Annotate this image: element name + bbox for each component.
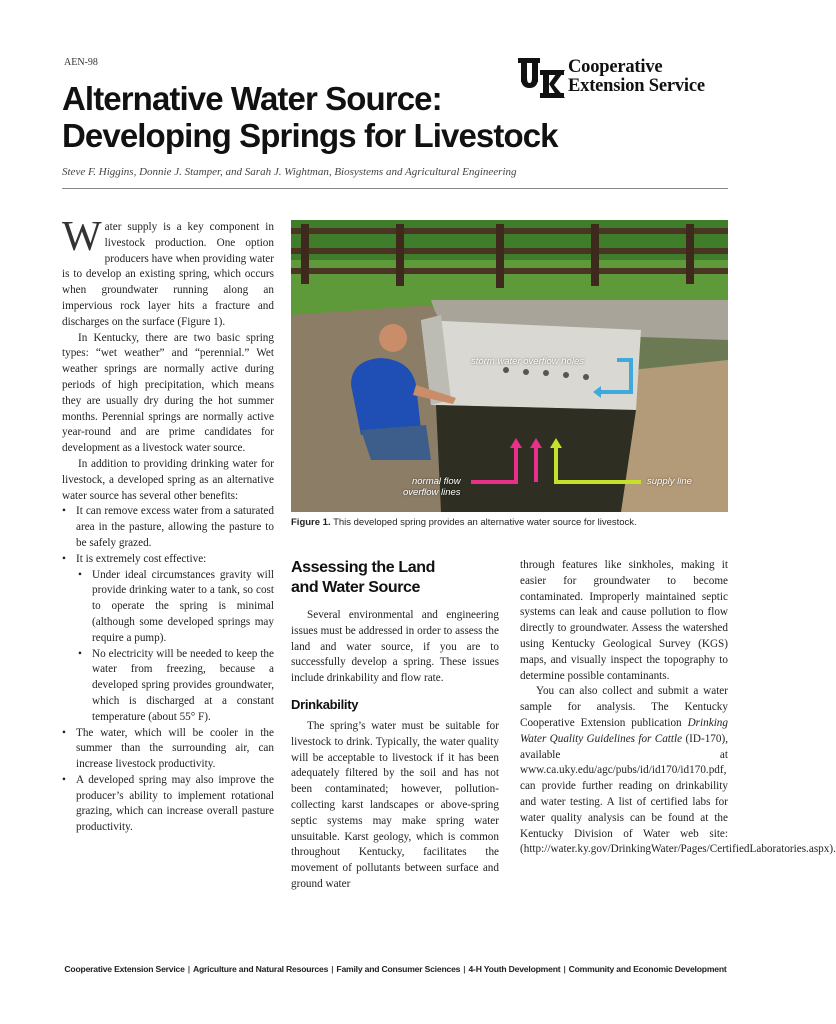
footer-separator: |	[463, 964, 466, 974]
footer-item: Family and Consumer Sciences	[336, 964, 461, 974]
label-supply-line: supply line	[647, 476, 692, 487]
benefits-list	[62, 504, 274, 836]
title-line-2: Developing Springs for Livestock	[62, 117, 558, 154]
water-sample-text-start: You can also collect and submit a water sample for analysis. The Kentucky Cooperative Extension publication	[520, 685, 728, 729]
continued-paragraph: through features like sinkholes, making it easier for groundwater to become contaminated. Improperly maintained septic systems can leak and cause pollution to flow directly to groundwater. Assess the watershed using Kentucky Geological Survey (KGS) maps, and visually inspect the topography to determine possible contaminants.	[520, 559, 728, 682]
drinkability-paragraph: The spring’s water must be suitable for livestock to drink. Typically, the water quality will be acceptable to livestock if it has been adequately filtered by the soil and has not been contaminated; however, pollution-collecting karst landscapes or above-spring septic systems may make spring water unsuitable. Karst geology, which is common throughout Kentucky, facilitates the movement of pollutants between surface and ground water	[291, 719, 499, 890]
intro-column	[62, 214, 274, 836]
header-divider	[62, 188, 728, 189]
label-normal-flow	[403, 476, 461, 498]
continued-column	[520, 558, 836, 858]
list-item: • The water, which will be cooler in the summer than the surrounding air, can increase livestock productivity.	[62, 726, 274, 773]
list-item-text: It is extremely cost effective:	[76, 552, 207, 565]
figure-caption	[291, 517, 728, 528]
heading-line-2: and Water Source	[291, 579, 421, 596]
water-sample-text-end: (ID-170), available at www.ca.uky.edu/agc/pubs/id/id170/id170.pdf, can provide further reading on drinkability and water testing. A list of certified labs for water quality analysis can be found at the Kentucky Division of Water web site: (http://water.ky.gov/DrinkingWater/Pages/CertifiedLaboratories.aspx).	[520, 732, 836, 856]
sublist-item: • Under ideal circumstances gravity will provide drinking water to a tank, so cost to operate the spring is minimal (although some developed springs may require a pump).	[76, 568, 274, 647]
logo-line-2: Extension Service	[568, 76, 705, 96]
assessing-paragraph: Several environmental and engineering issues must be addressed in order to assess the land and water source, if you are to successfully develop a spring. These issues include drinkability and flow rate.	[291, 609, 499, 685]
water-sample-paragraph	[520, 684, 836, 858]
subheading-drinkability: Drinkability	[291, 696, 359, 712]
label-normal-flow-line-1: normal flow	[411, 476, 461, 487]
section-heading-assessing	[291, 558, 499, 598]
page-title	[62, 80, 582, 154]
sublist-item: • No electricity will be needed to keep the water from freezing, because a developed spring provides groundwater, which is discharged at a constant temperature (about 55° F).	[76, 647, 274, 726]
footer-item: 4-H Youth Development	[468, 964, 561, 974]
drop-cap: W	[62, 214, 102, 260]
footer-program-areas	[0, 964, 791, 974]
intro-paragraph-1	[62, 214, 274, 331]
list-item: • A developed spring may also improve the producer’s ability to implement rotational grazing, which can increase overall pasture productivity.	[62, 773, 274, 836]
label-overflow-holes: storm water overflow holes	[471, 356, 584, 367]
title-line-1: Alternative Water Source:	[62, 80, 442, 117]
logo-line-1: Cooperative	[568, 57, 663, 77]
label-normal-flow-line-2: overflow lines	[403, 487, 461, 498]
publication-number: AEN-98	[64, 57, 98, 68]
list-item: • It can remove excess water from a saturated area in the pasture, allowing the pasture to be safely grazed.	[62, 504, 274, 551]
list-item	[62, 552, 274, 726]
intro-paragraph-2: In Kentucky, there are two basic spring types: “wet weather” and “perennial.” Wet weather springs are normally active during periods of high precipitation, which means they are usually dry during the hot summer months. Perennial springs are normally active year-round and are prime candidates for development as a livestock water source.	[62, 331, 274, 455]
intro-paragraph-3: In addition to providing drinking water for livestock, a developed spring as an alternative water source has several other benefits:	[62, 457, 274, 502]
intro-paragraph-1-text: ater supply is a key component in livestock production. One option producers have when providing water is to develop an existing spring, which occurs when groundwater running along an impervious rock layer hits a fracture and discharges on the surface (Figure 1).	[62, 221, 274, 328]
footer-item: Community and Economic Development	[568, 964, 727, 974]
cost-sublist	[76, 568, 274, 726]
figure-1-photo	[291, 220, 728, 512]
heading-line-1: Assessing the Land	[291, 559, 435, 576]
footer-item: Agriculture and Natural Resources	[192, 964, 329, 974]
caption-label: Figure 1.	[291, 517, 331, 528]
assessing-column	[291, 558, 499, 893]
footer-separator: |	[331, 964, 334, 974]
logo-text	[568, 58, 705, 96]
footer-separator: |	[187, 964, 190, 974]
footer-separator: |	[563, 964, 566, 974]
authors: Steve F. Higgins, Donnie J. Stamper, and Sarah J. Wightman, Biosystems and Agricultural Engineering	[62, 166, 517, 178]
caption-text: This developed spring provides an alternative water source for livestock.	[333, 517, 637, 528]
footer-item: Cooperative Extension Service	[64, 964, 185, 974]
publication-title: Drinking Water Quality Guidelines for Cattle	[520, 716, 728, 745]
